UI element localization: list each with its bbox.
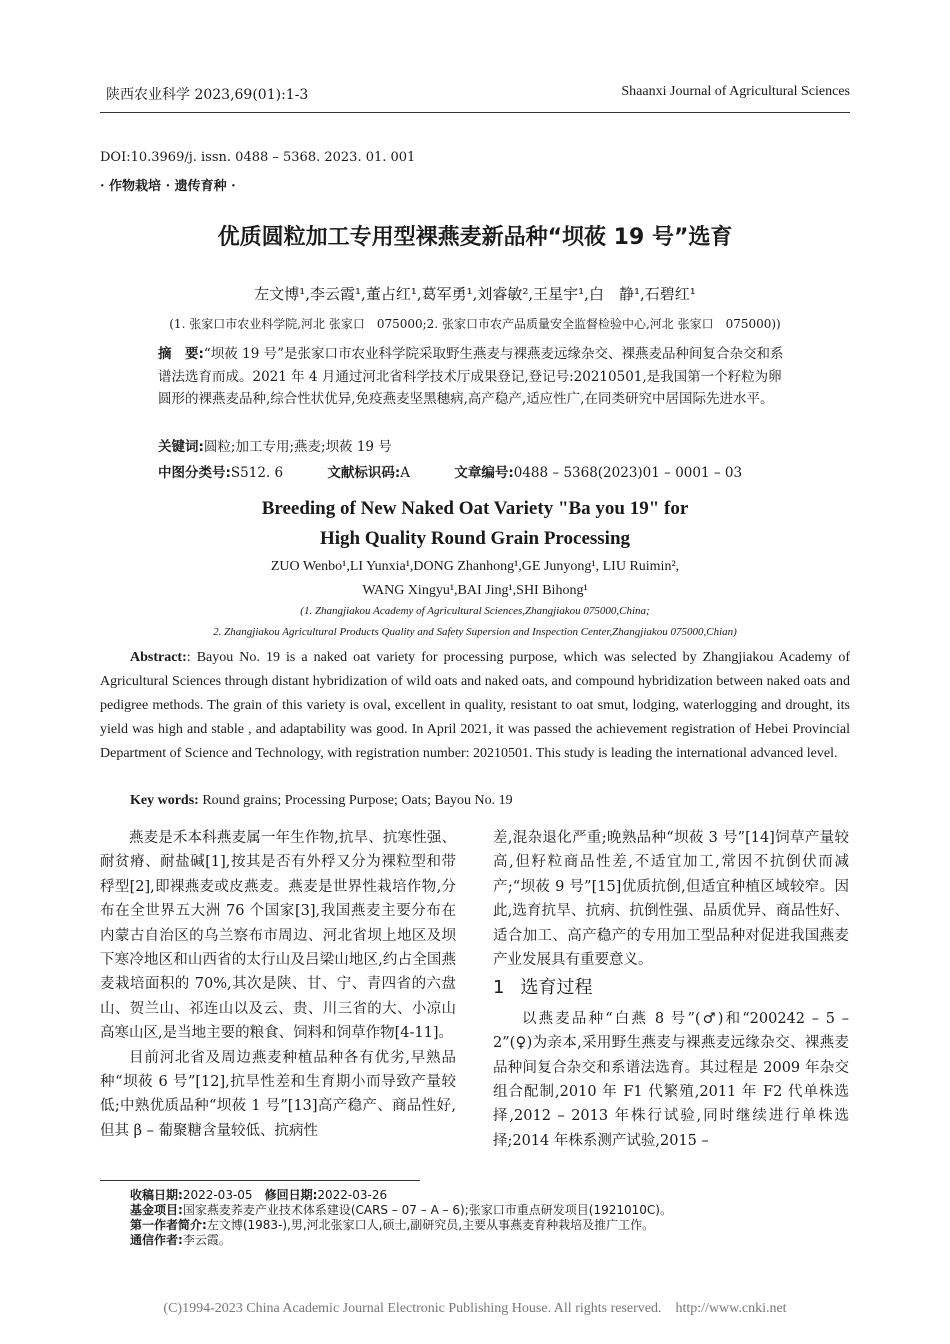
copyright-footer: (C)1994-2023 China Academic Journal Electronic Publishing House. All rights reserved. http://www.cnki.net: [163, 1301, 787, 1316]
body-paragraph: 差,混杂退化严重;晚熟品种“坝莜 3 号”[14]饲草产量较高,但籽粒商品性差,不适宜加工,常因不抗倒伏而减产;“坝莜 9 号”[15]优质抗倒,但适宜种植区域较窄。因此,选育抗旱、抗病、抗倒性强、品质优异、商品性好、适合加工、高产稳产的专用加工型品种对促进我国燕麦产业发展具有重要意义。: [493, 830, 849, 969]
abstract-cn: [158, 343, 794, 411]
received-label: 收稿日期:: [130, 1188, 183, 1202]
abstract-cn-label: 摘 要:: [158, 346, 204, 362]
title-cn: 优质圆粒加工专用型裸燕麦新品种“坝莜 19 号”选育: [217, 225, 733, 250]
first-author-label: 第一作者简介:: [130, 1218, 207, 1232]
body-column-right: [493, 826, 849, 1153]
doc-code-value: A: [400, 465, 411, 481]
footnote-correspondence: [130, 1233, 231, 1248]
authors-en-line1: ZUO Wenbo¹,LI Yunxia¹,DONG Zhanhong¹,GE Junyong¹, LIU Ruimin²,: [270, 559, 680, 574]
title-en-line2: High Quality Round Grain Processing: [319, 528, 631, 549]
clc-label: 中图分类号:: [158, 465, 231, 481]
affiliation-en-line2: 2. Zhangjiakou Agricultural Products Quality and Safety Supersion and Inspection Center,Zhangjiakou 075000,Chian): [213, 626, 737, 638]
section-label: · 作物栽培 · 遗传育种 ·: [100, 179, 236, 194]
revised-label: 修回日期:: [264, 1188, 318, 1202]
header-rule: [100, 112, 850, 113]
body-column-left: [100, 826, 456, 1143]
section-heading-number: 1: [493, 977, 505, 999]
abstract-en-label: Abstract:: [130, 650, 187, 665]
keywords-cn: [158, 436, 794, 459]
footnote-dates: [130, 1188, 387, 1203]
doc-code-label: 文献标识码:: [327, 465, 401, 481]
received-date: 2022-03-05: [182, 1188, 253, 1202]
classification-line: [158, 461, 782, 481]
title-en: [0, 494, 950, 554]
revised-date: 2022-03-26: [317, 1188, 388, 1202]
abstract-cn-text: “坝莜 19 号”是张家口市农业科学院采取野生燕麦与裸燕麦远缘杂交、裸燕麦品种间复合杂交和系谱法选育而成。2021 年 4 月通过河北省科学技术厅成果登记,登记号:20210501,是我国第一个籽粒为卵圆形的裸燕麦品种,综合性状优异,免疫燕麦坚黑穗病,高产稳产,适应性广,在同类研究中居国际先进水平。: [158, 346, 784, 407]
section-heading: [493, 976, 849, 1000]
clc-value: S512. 6: [230, 465, 284, 481]
abstract-en: [100, 646, 850, 766]
body-paragraph: 目前河北省及周边燕麦种植品种各有优劣,早熟品种“坝莜 6 号”[12],抗旱性差和生育期小而导致产量较低;中熟优质品种“坝莜 1 号”[13]高产稳产、商品性好,但其 β – 葡聚糖含量较低、抗病性: [100, 1049, 456, 1139]
abstract-en-text: : Bayou No. 19 is a naked oat variety for processing purpose, which was selected by Zhangjiakou Academy of Agricultural Sciences through distant hybridization of wild oats and naked oats, and compound hybridization between naked oats and pedigree methods. The grain of this variety is oval, excellent in quality, resistant to oat smut, lodging, waterlogging and drought, its yield was high and stable , and adaptability was good. In April 2021, it was passed the achievement registration of Hebei Provincial Department of Science and Technology, with registration number: 20210501. This study is leading the international advanced level.: [100, 650, 850, 761]
section-heading-text: 选育过程: [520, 977, 593, 999]
article-number-value: 0488 – 5368(2023)01 – 0001 – 03: [513, 465, 743, 481]
keywords-en: [130, 793, 513, 809]
footnote-rule: [100, 1180, 420, 1181]
fund-label: 基金项目:: [130, 1203, 183, 1217]
keywords-cn-text: 圆粒;加工专用;燕麦;坝莜 19 号: [203, 439, 392, 455]
authors-cn: 左文博¹,李云霞¹,董占红¹,葛军勇¹,刘睿敏²,王星宇¹,白 静¹,石碧红¹: [254, 285, 696, 303]
journal-header-cn: 陕西农业科学 2023,69(01):1-3: [106, 87, 309, 103]
keywords-cn-label: 关键词:: [158, 439, 204, 455]
authors-en: [0, 555, 950, 603]
doi: DOI:10.3969/j. issn. 0488 – 5368. 2023. 01. 001: [100, 150, 416, 165]
journal-header-en: Shaanxi Journal of Agricultural Sciences: [621, 84, 850, 99]
body-paragraph: 以燕麦品种“白燕 8 号”(♂)和“200242 – 5 – 2”(♀)为亲本,采用野生燕麦与裸燕麦远缘杂交、裸燕麦品种间复合杂交和系谱法选育。其过程是 2009 年杂交组合配制,2010 年 F1 代繁殖,2011 年 F2 代单株选择,2012 – 2013 年株行试验,同时继续进行单株选择;2014 年株系测产试验,2015 –: [493, 1010, 849, 1149]
footnote-fund: [130, 1203, 672, 1218]
affiliation-cn: (1. 张家口市农业科学院,河北 张家口 075000;2. 张家口市农产品质量安全监督检验中心,河北 张家口 075000)): [169, 317, 781, 331]
body-paragraph: 燕麦是禾本科燕麦属一年生作物,抗旱、抗寒性强、耐贫瘠、耐盐碱[1],按其是否有外稃又分为裸粒型和带稃型[2],即裸燕麦或皮燕麦。燕麦是世界性栽培作物,分布在全世界五大洲 76 个国家[3],我国燕麦主要分布在内蒙古自治区的乌兰察布市周边、河北省坝上地区及坝下寒冷地区和山西省的太行山及吕梁山地区,约占全国燕麦栽培面积的 70%,其次是陕、甘、宁、青四省的六盘山、贺兰山、祁连山以及云、贵、川三省的大、小凉山高寒山区,是当地主要的粮食、饲料和饲草作物[4-11]。: [100, 830, 456, 1042]
article-number-label: 文章编号:: [454, 465, 514, 481]
affiliation-en-line1: (1. Zhangjiakou Academy of Agricultural Sciences,Zhangjiakou 075000,China;: [300, 605, 650, 617]
first-author-text: 左文博(1983-),男,河北张家口人,硕士,副研究员,主要从事燕麦育种栽培及推广工作。: [206, 1218, 655, 1232]
keywords-en-label: Key words:: [130, 793, 199, 808]
title-en-line1: Breeding of New Naked Oat Variety "Ba you 19" for: [261, 498, 689, 519]
footnote-author: [130, 1218, 654, 1233]
corresponding-text: 李云霞。: [182, 1233, 231, 1247]
keywords-en-text: Round grains; Processing Purpose; Oats; Bayou No. 19: [202, 793, 513, 808]
authors-en-line2: WANG Xingyu¹,BAI Jing¹,SHI Bihong¹: [362, 583, 588, 598]
fund-text: 国家燕麦荞麦产业技术体系建设(CARS – 07 – A – 6);张家口市重点研发项目(1921010C)。: [182, 1203, 672, 1217]
corresponding-label: 通信作者:: [130, 1233, 183, 1247]
